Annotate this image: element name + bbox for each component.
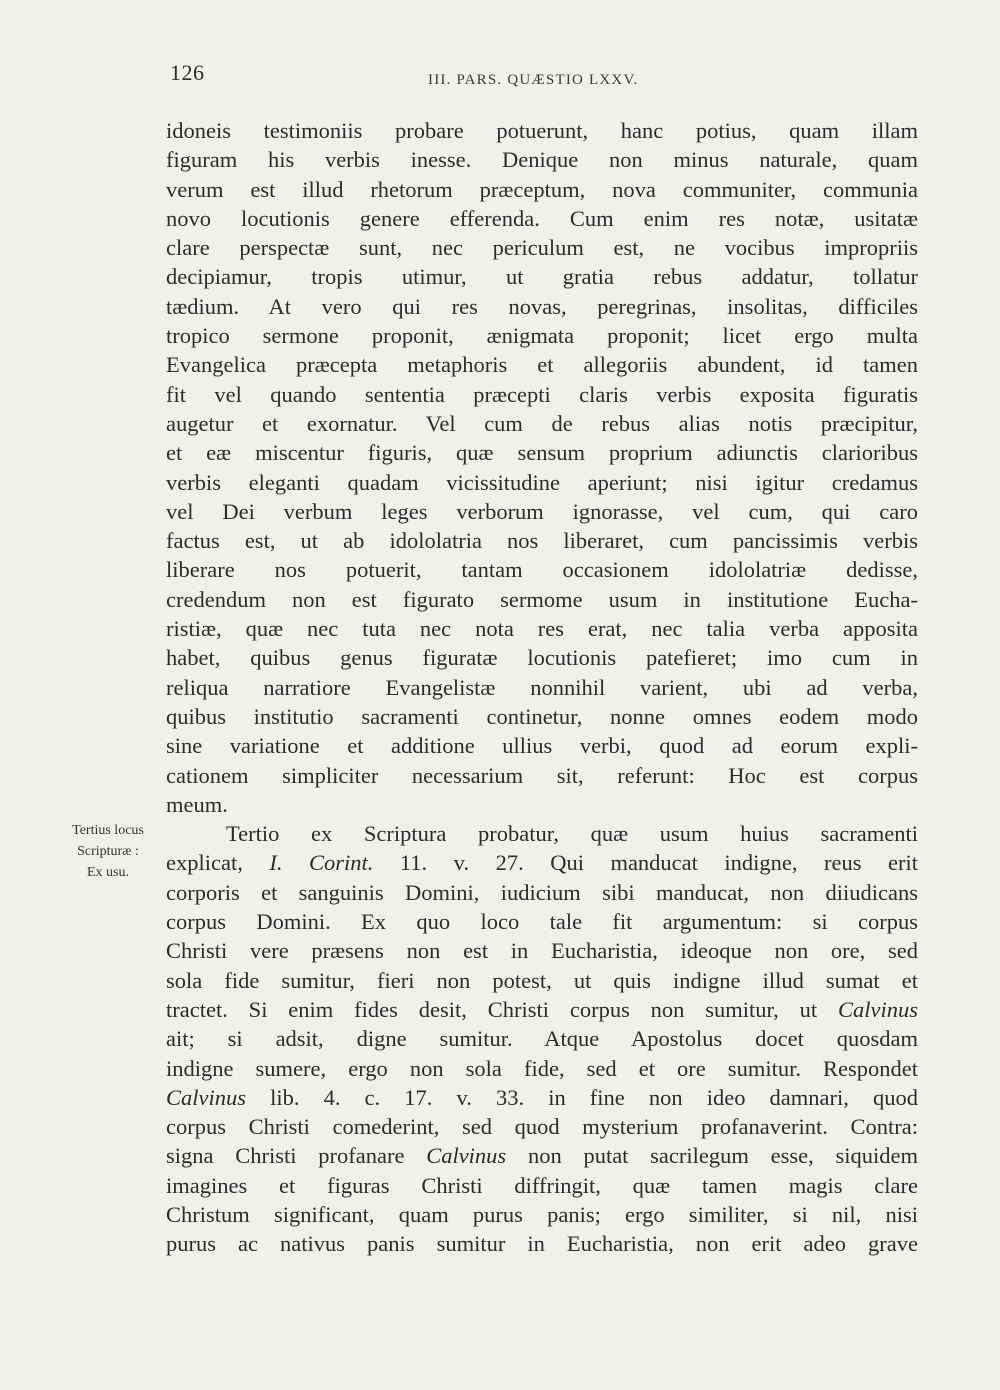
page-number: 126 — [170, 60, 205, 85]
text-line: augetur et exornatur. Vel cum de rebus alias notis præcipitur, — [166, 410, 918, 436]
author-name: Calvinus — [426, 1143, 507, 1169]
text-line: factus est, ut ab idololatria nos liberaret, cum pancissimis verbis — [166, 528, 918, 554]
text-run: signa Christi profanare — [166, 1143, 427, 1169]
text-run: lib. 4. c. 17. v. 33. in fine non ideo damnari, quod — [246, 1084, 918, 1110]
text-line: sine variatione et additione ullius verbi, quod ad eorum expli- — [166, 733, 918, 759]
text-line — [166, 995, 918, 1024]
text-line: purus ac nativus panis sumitur in Eucharistia, non erit adeo grave — [166, 1231, 918, 1257]
text-line: habet, quibus genus figuratæ locutionis patefieret; imo cum in — [166, 645, 918, 671]
text-line: quibus institutio sacramenti continetur, nonne omnes eodem modo — [166, 703, 918, 729]
text-line: et eæ miscentur figuris, quæ sensum proprium adiunctis clarioribus — [166, 440, 918, 466]
marginal-note-line: Scripturæ : — [77, 844, 139, 859]
text-line — [166, 1083, 918, 1112]
text-run: tractet. Si enim fides desit, Christi corpus non sumitur, ut — [166, 996, 838, 1022]
text-line: meum. — [166, 791, 228, 817]
text-line: tædium. At vero qui res novas, peregrinas, insolitas, difficiles — [166, 293, 918, 319]
text-line: corpus Christi comederint, sed quod mysterium profanaverint. Contra: — [166, 1114, 918, 1140]
text-line: Evangelica præcepta metaphoris et allegoriis abundent, id tamen — [166, 352, 918, 378]
text-line: fit vel quando sententia præcepti claris verbis exposita figuratis — [166, 381, 918, 407]
text-line — [166, 1141, 918, 1170]
text-line: novo locutionis genere efferenda. Cum enim res notæ, usitatæ — [166, 205, 918, 231]
text-line: corporis et sanguinis Domini, iudicium sibi manducat, non diiudicans — [166, 879, 918, 905]
scripture-reference: I. Corint. — [269, 850, 374, 876]
text-line: liberare nos potuerit, tantam occasionem idololatriæ dedisse, — [166, 557, 918, 583]
marginal-note-line: Ex usu. — [87, 865, 129, 880]
text-line: tropico sermone proponit, ænigmata proponit; licet ergo multa — [166, 323, 918, 349]
text-line: Tertio ex Scriptura probatur, quæ usum huius sacramenti — [226, 821, 918, 847]
text-line: Christi vere præsens non est in Eucharistia, ideoque non ore, sed — [166, 938, 918, 964]
text-line: corpus Domini. Ex quo loco tale fit argumentum: si corpus — [166, 909, 918, 935]
text-line: reliqua narratiore Evangelistæ nonnihil varient, ubi ad verba, — [166, 674, 918, 700]
text-run: non putat sacrilegum esse, siquidem — [506, 1143, 918, 1169]
text-line: ristiæ, quæ nec tuta nec nota res erat, nec talia verba apposita — [166, 616, 918, 642]
text-line: vel Dei verbum leges verborum ignorasse, vel cum, qui caro — [166, 498, 918, 524]
text-line: verum est illud rhetorum præceptum, nova communiter, communia — [166, 176, 918, 202]
text-line: verbis eleganti quadam vicissitudine aperiunt; nisi igitur credamus — [166, 469, 918, 495]
text-line: ait; si adsit, digne sumitur. Atque Apostolus docet quosdam — [166, 1026, 918, 1052]
text-run: explicat, — [166, 850, 270, 876]
marginal-note — [58, 820, 158, 883]
text-line: figuram his verbis inesse. Denique non minus naturale, quam — [166, 147, 918, 173]
body-text — [166, 116, 918, 1259]
text-line: idoneis testimoniis probare potuerunt, hanc potius, quam illam — [166, 118, 918, 143]
text-line: indigne sumere, ergo non sola fide, sed et ore sumitur. Respondet — [166, 1055, 918, 1081]
text-run: 11. v. 27. Qui manducat indigne, reus erit — [373, 850, 918, 876]
text-line: credendum non est figurato sermome usum in institutione Eucha- — [166, 586, 918, 612]
text-line: decipiamur, tropis utimur, ut gratia rebus addatur, tollatur — [166, 264, 918, 290]
running-head: III. PARS. QUÆSTIO LXXV. — [428, 72, 639, 88]
text-line: clare perspectæ sunt, nec periculum est, ne vocibus impropriis — [166, 235, 918, 261]
author-name: Calvinus — [166, 1084, 247, 1110]
text-line — [166, 848, 918, 877]
author-name: Calvinus — [837, 996, 918, 1022]
text-line: imagines et figuras Christi diffringit, quæ tamen magis clare — [166, 1172, 918, 1198]
text-line: sola fide sumitur, fieri non potest, ut quis indigne illud sumat et — [166, 967, 918, 993]
marginal-note-line: Tertius locus — [72, 823, 144, 838]
text-line: cationem simpliciter necessarium sit, referunt: Hoc est corpus — [166, 762, 918, 788]
text-line: Christum significant, quam purus panis; ergo similiter, si nil, nisi — [166, 1201, 918, 1227]
